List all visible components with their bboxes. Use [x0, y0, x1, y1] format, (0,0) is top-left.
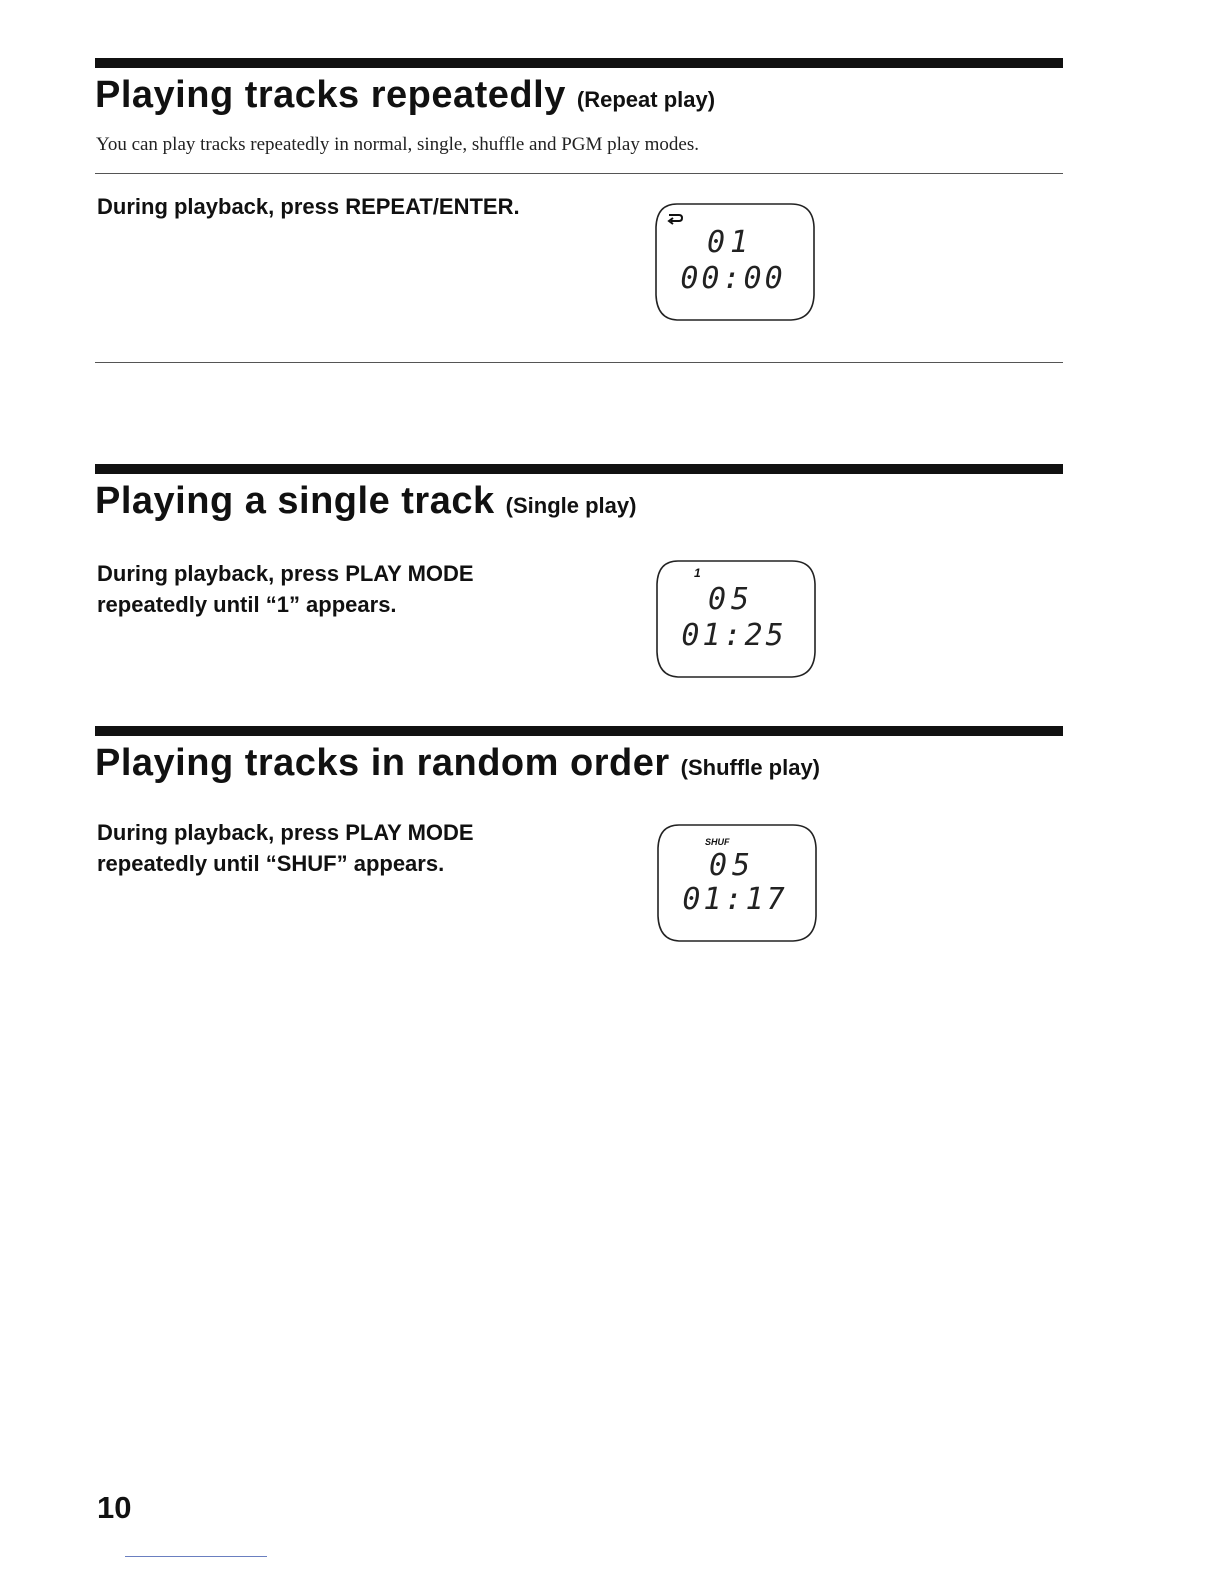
instruction-line: repeatedly until “SHUF” appears.	[97, 851, 445, 876]
title-subtitle: (Single play)	[505, 493, 637, 518]
title-subtitle: (Shuffle play)	[680, 755, 821, 780]
section-intro: You can play tracks repeatedly in normal, single, shuffle and PGM play modes.	[96, 134, 699, 155]
section-rule	[95, 464, 1063, 474]
lcd-time: 01:25	[681, 618, 787, 653]
title-text: Playing tracks repeatedly	[95, 74, 566, 116]
page-number: 10	[97, 1490, 132, 1525]
lcd-display	[657, 824, 817, 942]
lcd-display	[655, 203, 815, 321]
instruction	[97, 191, 520, 222]
instruction-line: During playback, press PLAY MODE	[97, 820, 474, 845]
section-title	[95, 480, 636, 523]
divider	[95, 362, 1063, 363]
title-text: Playing tracks in random order	[95, 742, 670, 784]
lcd-mode-indicator: 1	[694, 566, 701, 580]
lcd-track-number: 05	[708, 848, 756, 883]
title-subtitle: (Repeat play)	[576, 87, 716, 112]
divider	[95, 173, 1063, 174]
repeat-icon	[667, 213, 685, 225]
lcd-time: 00:00	[680, 261, 786, 296]
instruction-line: During playback, press REPEAT/ENTER.	[97, 194, 520, 219]
lcd-mode-indicator: SHUF	[705, 837, 730, 847]
instruction	[97, 817, 474, 879]
instruction	[97, 558, 474, 620]
instruction-line: repeatedly until “1” appears.	[97, 592, 397, 617]
lcd-track-number: 05	[707, 582, 755, 617]
lcd-track-number: 01	[706, 225, 754, 260]
lcd-time: 01:17	[682, 882, 788, 917]
title-text: Playing a single track	[95, 480, 495, 522]
section-title	[95, 742, 820, 785]
section-title	[95, 74, 715, 117]
lcd-display	[656, 560, 816, 678]
footer-line	[125, 1556, 267, 1557]
instruction-line: During playback, press PLAY MODE	[97, 561, 474, 586]
section-rule	[95, 726, 1063, 736]
section-rule	[95, 58, 1063, 68]
